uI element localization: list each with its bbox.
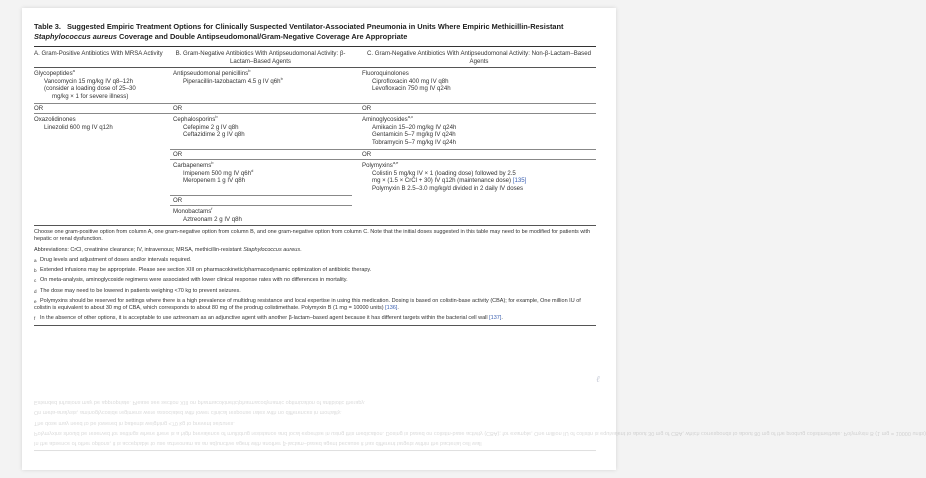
table-title — [34, 22, 596, 41]
footnote-symbol: a — [34, 257, 37, 263]
footnote-symbol: e — [34, 298, 37, 304]
notes-bottom-rule — [34, 325, 596, 326]
drug-dose: Ciprofloxacin 400 mg IV q8h — [372, 77, 449, 85]
footnote-tail: . — [501, 315, 503, 322]
drug-class: Fluoroquinolones — [362, 70, 409, 78]
header-column-a: A. Gram-Positive Antibiotics With MRSA Activity — [34, 50, 163, 57]
footnote-marker: a,e — [392, 160, 399, 166]
table-row — [34, 206, 596, 225]
cell-b — [170, 114, 352, 148]
drug-dose: Polymyxin B 2.5–3.0 mg/kg/d divided in 2 daily IV doses — [372, 184, 524, 192]
footnote-text: Extended infusions may be appropriate. Please see section XIII on pharmacokinetic/pharmacodynamic optimization of antibiotic therapy. — [40, 267, 372, 274]
footnote-symbol: f — [34, 316, 36, 322]
or-row — [34, 196, 596, 206]
header-column-b: B. Gram-Negative Antibiotics With Antipseudomonal Activity: β-Lactam–Based Agents — [175, 50, 346, 65]
footnote-symbol: c — [34, 278, 37, 284]
header-column-c: C. Gram-Negative Antibiotics With Antipseudomonal Activity: Non-β-Lactam–Based Agents — [367, 50, 591, 65]
cell-b — [170, 160, 352, 194]
table-notes — [34, 229, 596, 322]
table-number: Table 3. — [34, 22, 61, 31]
cell-c — [352, 114, 596, 148]
drug-class: Carbapenems — [173, 162, 212, 170]
footnote-text: Polymyxins should be reserved for settings where there is a high prevalence of multidrug resistance and local expertise in using this medication. Dosing is based on colistin-base activity (CBA); for example, One million IU of colistin is equivalent to about 30 mg of CBA, which corresponds to about 80 mg of the prodrug colistimethate. Polymyxin B (1 mg = 10000 units) — [34, 297, 581, 311]
footnote-marker: d — [251, 167, 254, 173]
or-row — [34, 150, 596, 160]
drug-dose: Linezolid 600 mg IV q12h — [44, 123, 113, 131]
footnote — [34, 257, 596, 264]
footnote-tail: . — [397, 304, 399, 311]
footnote — [34, 288, 596, 295]
footnote — [34, 267, 596, 274]
table-document — [34, 22, 596, 326]
footnote-text: The dose may need to be lowered in patients weighing <70 kg to prevent seizures. — [40, 287, 241, 294]
footnote-symbol: d — [34, 288, 37, 294]
or-label: OR — [362, 150, 372, 158]
drug-dose: mg × (1.5 × CrCl + 30) IV q12h (maintenance dose) — [372, 177, 513, 185]
empty-cell — [34, 150, 170, 160]
reference-link[interactable]: [137] — [489, 315, 502, 322]
cell-c — [352, 160, 596, 194]
drug-dose: Tobramycin 5–7 mg/kg IV q24h — [372, 138, 457, 146]
reference-link[interactable]: [136] — [385, 304, 398, 311]
footnote-marker: b — [215, 114, 218, 120]
reflected-text: Polymyxins should be reserved for settings where there is a high prevalence of multidrug resistance and local expertise in using this medication. Dosing is based on colistin-base activity (CBA); for example, One million IU of colistin is equivalent to about 30 mg of CBA, which corresponds to about 80 mg of the prodrug colistimethate. Polymyxin B (1 mg = 10000 units) — [34, 429, 926, 436]
footnote-marker: a,c — [407, 114, 414, 120]
drug-dose: Aztreonam 2 g IV q8h — [183, 215, 242, 223]
empty-cell — [34, 206, 170, 225]
drug-class: Aminoglycosides — [362, 116, 408, 124]
drug-dose: Amikacin 15–20 mg/kg IV q24h — [372, 123, 457, 131]
or-label: OR — [173, 196, 183, 204]
drug-dose-note: (consider a loading dose of 25–30 — [44, 85, 136, 93]
drug-class: Oxazolidinones — [34, 116, 76, 124]
reflected-text: On meta-analysis, aminoglycoside regimens were associated with lower clinical response rates with no differences in mortality. — [34, 409, 342, 416]
drug-dose-note: mg/kg × 1 for severe illness) — [52, 92, 129, 100]
drug-dose: Gentamicin 5–7 mg/kg IV q24h — [372, 131, 456, 139]
empty-cell — [34, 160, 170, 194]
reflected-text: Extended infusions may be appropriate. Please see section XIII on pharmacokinetic/pharmacodynamic optimization of antibiotic therapy. — [34, 399, 366, 406]
abbrev-tail: . — [300, 246, 302, 253]
table-header-row — [34, 47, 596, 67]
footnote-text: On meta-analysis, aminoglycoside regimens were associated with lower clinical response rates with no differences in mortality. — [40, 277, 348, 284]
footnote-symbol: b — [34, 268, 37, 274]
empty-cell — [34, 196, 170, 206]
table-row — [34, 68, 596, 102]
reflection — [34, 398, 926, 450]
drug-dose: Colistin 5 mg/kg IV × 1 (loading dose) followed by 2.5 — [372, 169, 516, 177]
title-text-1: Suggested Empiric Treatment Options for Clinically Suspected Ventilator-Associated Pneumonia in Units Where Empiric Methicillin-Resistant — [66, 22, 564, 31]
footnote — [34, 315, 596, 322]
footnote-marker: b — [248, 68, 251, 74]
drug-class: Antipseudomonal penicillins — [173, 70, 249, 78]
drug-dose: Ceftazidime 2 g IV q8h — [183, 131, 245, 139]
cell-a — [34, 68, 170, 102]
footnote — [34, 277, 596, 284]
notes-intro: Choose one gram-positive option from column A, one gram-negative option from column B, and one gram-negative option from column C. Note that the initial doses suggested in this table may need to be modified for patients with hepatic or renal dysfunction. — [34, 229, 591, 243]
abbreviations — [34, 247, 596, 254]
footnote-text: In the absence of other options, it is acceptable to use aztreonam as an adjunctive agent with another β-lactam–based agent because it has different targets within the bacterial cell wall — [40, 315, 490, 322]
abbrev-italic: Staphylococcus aureus — [243, 246, 301, 253]
cell-a — [34, 114, 170, 148]
title-italic-organism: Staphylococcus aureus — [34, 31, 117, 41]
reflection-rule — [34, 450, 596, 451]
scribble-mark: ℓ — [596, 375, 600, 385]
cell-b — [170, 68, 352, 102]
or-label: OR — [173, 150, 183, 158]
reference-link[interactable]: [135] — [512, 177, 527, 185]
drug-class: Polymyxins — [362, 162, 393, 170]
footnote — [34, 298, 596, 312]
or-row — [34, 104, 596, 114]
or-label: OR — [362, 104, 372, 112]
footnote-marker: b — [211, 160, 214, 166]
table-row — [34, 160, 596, 194]
drug-dose: Imipenem 500 mg IV q6h — [183, 169, 252, 177]
drug-dose: Meropenem 1 g IV q8h — [183, 177, 245, 185]
cell-c — [352, 68, 596, 102]
abbrev-text: Abbreviations: CrCl, creatinine clearance; IV, intravenous; MRSA, methicillin-resistant — [34, 246, 244, 253]
footnote-text: Drug levels and adjustment of doses and/or intervals required. — [40, 256, 192, 263]
or-label: OR — [34, 104, 44, 112]
reflected-text: The dose may need to be lowered in patients weighing <70 kg to prevent seizures. — [34, 419, 235, 426]
drug-class: Monobactams — [173, 208, 212, 216]
drug-class: Cephalosporins — [173, 116, 216, 124]
footnote-marker: f — [211, 206, 213, 212]
table-row — [34, 114, 596, 148]
drug-dose: Cefepime 2 g IV q8h — [183, 123, 239, 131]
drug-dose: Levofloxacin 750 mg IV q24h — [372, 85, 451, 93]
reflected-text: In the absence of other options, it is acceptable to use aztreonam as an adjunctive agent with another β-lactam–based agent because it has different targets within the bacterial cell wall — [34, 440, 482, 447]
cell-b — [170, 206, 352, 225]
footnote-marker: a — [72, 68, 75, 74]
drug-class: Glycopeptides — [34, 70, 73, 78]
drug-dose: Piperacillin-tazobactam 4.5 g IV q6h — [183, 77, 281, 85]
table-bottom-rule — [34, 225, 596, 226]
title-text-2: Coverage and Double Antipseudomonal/Gram-Negative Coverage Are Appropriate — [116, 31, 408, 41]
reflection-content — [34, 398, 926, 451]
or-label: OR — [173, 104, 183, 112]
drug-dose: Vancomycin 15 mg/kg IV q8–12h — [44, 77, 133, 85]
footnote-marker: b — [280, 75, 283, 81]
